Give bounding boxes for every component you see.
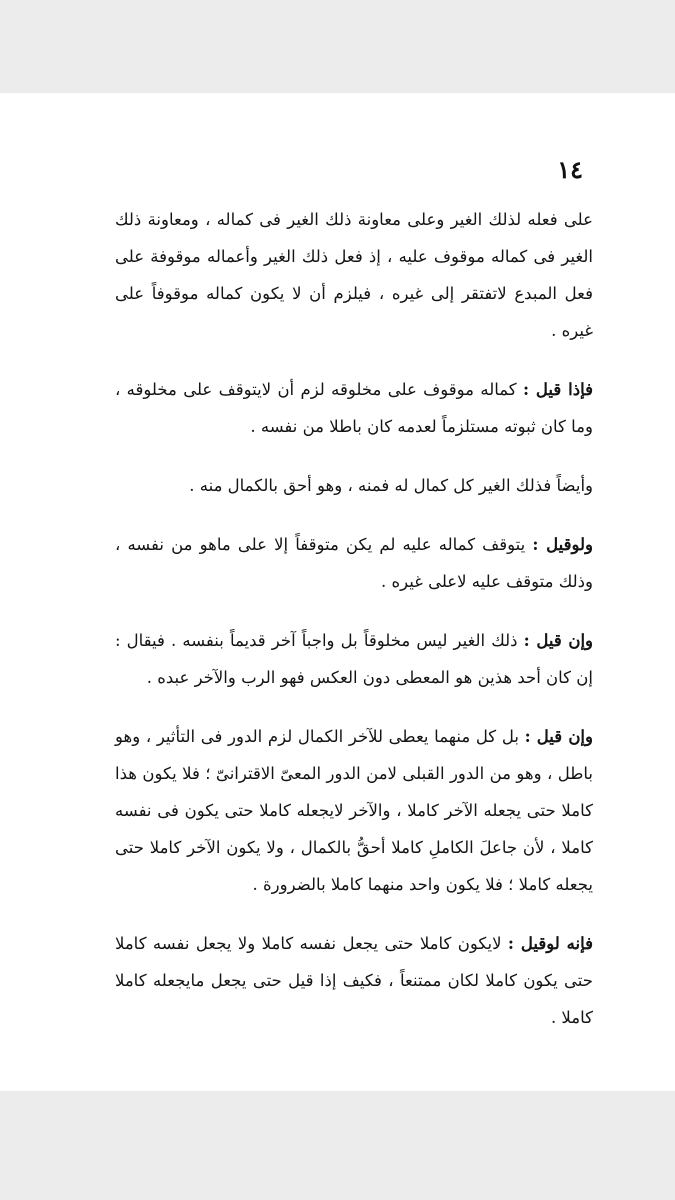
paragraph-text: بل كل منهما يعطى للآخر الكمال لزم الدور فى التأثير ، وهو باطل ، وهو من الدور القبلى لامن الدور المعىّ الاقترانىّ ؛ فلا يكون هذا كاملا حتى يجعله الآخر كاملا ، والآخر لايجعله كاملا حتى يكون فى نفسه كاملا ، لأن جاعلَ الكاملِ كاملا أحقُّ بالكمال ، ولا يكون الآخر كاملا حتى يجعله كاملا ؛ فلا يكون واحد منهما كاملا بالضرورة .	[115, 727, 593, 894]
paragraph-text: على فعله لذلك الغير وعلى معاونة ذلك الغير فى كماله ، ومعاونة ذلك الغير فى كماله موقوف عليه ، إذ فعل ذلك الغير وأعماله موقوفة على فعل المبدع لاتفتقر إلى غيره ، فيلزم أن لا يكون كماله موقوفاً على غيره .	[115, 210, 593, 340]
paragraph-5	[115, 622, 593, 696]
paragraph-lead: فإذا قيل :	[523, 380, 593, 399]
paragraph-7	[115, 925, 593, 1036]
paragraph-lead: وإن قيل :	[523, 631, 593, 650]
paragraph-lead: فإنه لوقيل :	[507, 934, 593, 953]
paragraph-text: وأيضاً فذلك الغير كل كمال له فمنه ، وهو أحق بالكمال منه .	[189, 476, 593, 495]
paragraph-1	[115, 201, 593, 349]
paragraph-3	[115, 467, 593, 504]
paragraph-4	[115, 526, 593, 600]
paragraph-6	[115, 718, 593, 903]
paragraph-text: كماله موقوف على مخلوقه لزم أن لايتوقف على مخلوقه ، وما كان ثبوته مستلزماً لعدمه كان باطلا من نفسه .	[115, 380, 593, 436]
paragraph-lead: وإن قيل :	[524, 727, 593, 746]
book-page	[0, 93, 675, 1091]
paragraph-2	[115, 371, 593, 445]
paragraph-lead: ولوقيل :	[532, 535, 593, 554]
paragraph-text: ذلك الغير ليس مخلوقاً بل واجباً آخر قديماً بنفسه . فيقال : إن كان أحد هذين هو المعطى دون العكس فهو الرب والآخر عبده .	[115, 631, 593, 687]
page-body	[115, 201, 593, 1058]
paragraph-text: لايكون كاملا حتى يجعل نفسه كاملا ولا يجعل نفسه كاملا حتى يكون كاملا لكان ممتنعاً ، فكيف إذا قيل حتى يجعل مايجعله كاملا كاملا .	[115, 934, 593, 1027]
paragraph-text: يتوقف كماله عليه لم يكن متوقفاً إلا على ماهو من نفسه ، وذلك متوقف عليه لاعلى غيره .	[115, 535, 593, 591]
page-number: ١٤	[557, 155, 583, 184]
